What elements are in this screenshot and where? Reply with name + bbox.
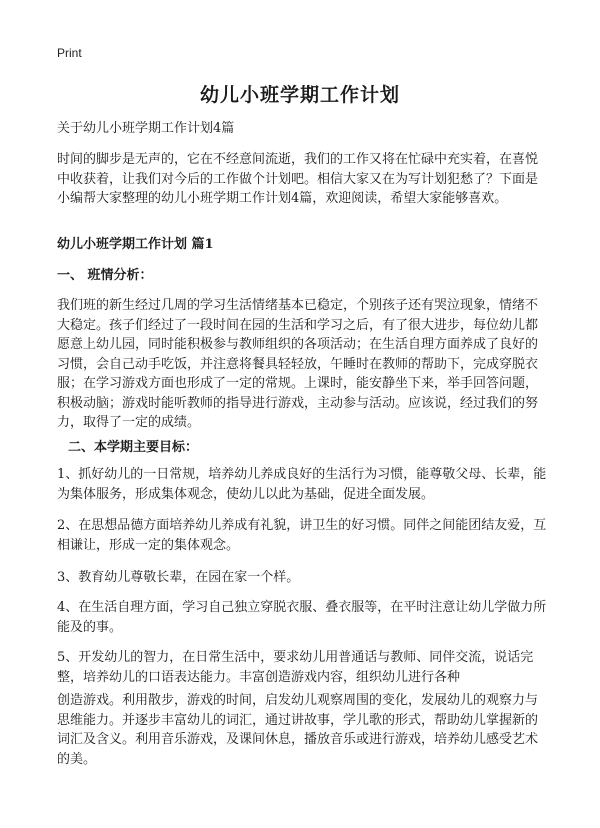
document-title: 幼儿小班学期工作计划	[199, 84, 400, 106]
class-analysis-paragraph: 我们班的新生经过几周的学习生活情绪基本已稳定，个别孩子还有哭泣现象，情绪不大稳定。孩子们经过了一段时间在园的生活和学习之后，有了很大进步，每位幼儿都愿意上幼儿园，同时能积极参与教师组织的各项活动；在生活自理方面养成了良好的习惯，会自己动手吃饭，并注意将餐具轻轻放，午睡时在教师的帮助下，完成穿脱衣服；在学习游戏方面也形成了一定的常规。上课时，能安静坐下来，举手回答问题，积极动脑；游戏时能听教师的指导进行游戏，主动参与活动。应该说，经过我们的努力，取得了一定的成绩。	[57, 298, 539, 430]
goal-item-3: 3、教育幼儿尊敬长辈，在园在家一个样。	[57, 570, 300, 585]
goal-item-4: 4、在生活自理方面，学习自己独立穿脱衣服、叠衣服等，在平时注意让幼儿学做力所能及的事。	[57, 600, 547, 635]
goal-item-5: 5、开发幼儿的智力，在日常生活中，要求幼儿用普通话与教师、同伴交流，说话完整，培养幼儿的口语表达能力。丰富创造游戏内容，组织幼儿进行各种	[57, 650, 534, 685]
document-subtitle: 关于幼儿小班学期工作计划4篇	[57, 121, 235, 136]
print-label[interactable]: Print	[57, 46, 82, 60]
heading-class-analysis: 一、 班情分析：	[57, 268, 153, 283]
goal-item-1: 1、抓好幼儿的一日常规，培养幼儿养成良好的生活行为习惯，能尊敬父母、长辈，能为集体服务，形成集体观念，使幼儿以此为基础，促进全面发展。	[57, 467, 547, 502]
goal-item-2: 2、在思想品德方面培养幼儿养成有礼貌，讲卫生的好习惯。同伴之间能团结友爱，互相谦让，形成一定的集体观念。	[57, 518, 547, 553]
intro-paragraph: 时间的脚步是无声的，它在不经意间流逝，我们的工作又将在忙碌中充实着，在喜悦中收获着，让我们对今后的工作做个计划吧。相信大家又在为写计划犯愁了？下面是小编帮大家整理的幼儿小班学期工作计划4篇，欢迎阅读，希望大家能够喜欢。	[57, 152, 539, 206]
section-title: 幼儿小班学期工作计划 篇1	[57, 237, 214, 252]
heading-main-goals: 二、本学期主要目标：	[68, 440, 199, 455]
goal-item-5-continued: 创造游戏。利用散步，游戏的时间，启发幼儿观察周围的变化，发展幼儿的观察力与思维能力。并逐步丰富幼儿的词汇，通过讲故事，学儿歌的形式，帮助幼儿掌握新的词汇及含义。利用音乐游戏，及课间休息，播放音乐或进行游戏，培养幼儿感受艺术的美。	[57, 693, 539, 767]
